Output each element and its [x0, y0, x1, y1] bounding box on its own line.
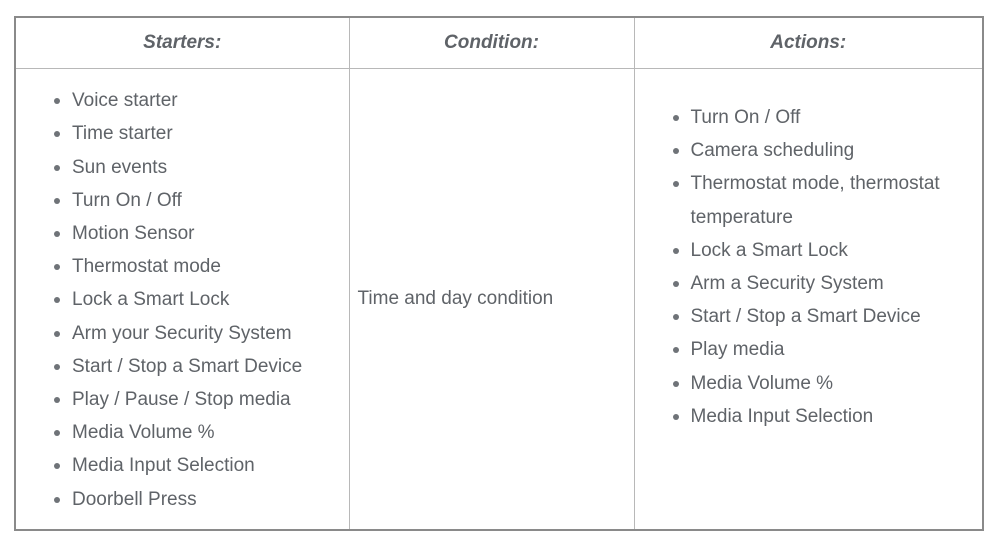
actions-list	[635, 101, 983, 497]
header-starters: Starters:	[16, 18, 349, 69]
starters-list	[16, 82, 349, 516]
list-item: Turn On / Off	[673, 101, 959, 134]
header-row	[16, 18, 982, 69]
list-item: Time starter	[54, 117, 349, 150]
list-item: Media Volume %	[54, 416, 349, 449]
list-item: Media Input Selection	[673, 400, 959, 433]
content-row	[16, 69, 982, 530]
list-item: Turn On / Off	[54, 184, 349, 217]
condition-cell	[349, 69, 634, 530]
automation-table-frame	[14, 16, 984, 531]
automation-table	[16, 18, 982, 529]
actions-cell	[634, 69, 982, 530]
header-actions: Actions:	[634, 18, 982, 69]
list-item: Media Volume %	[673, 367, 959, 400]
list-item: Lock a Smart Lock	[54, 283, 349, 316]
list-item: Media Input Selection	[54, 449, 349, 482]
list-item: Sun events	[54, 151, 349, 184]
list-item: Lock a Smart Lock	[673, 234, 959, 267]
starters-cell	[16, 69, 349, 530]
list-item: Play / Pause / Stop media	[54, 383, 349, 416]
list-item: Thermostat mode, thermostat temperature	[673, 167, 959, 233]
list-item: Play media	[673, 333, 959, 366]
list-item: Start / Stop a Smart Device	[673, 300, 959, 333]
list-item: Motion Sensor	[54, 217, 349, 250]
header-condition: Condition:	[349, 18, 634, 69]
condition-text: Time and day condition	[357, 288, 554, 309]
list-item: Voice starter	[54, 84, 349, 117]
list-item: Camera scheduling	[673, 134, 959, 167]
list-item: Thermostat mode	[54, 250, 349, 283]
list-item: Start / Stop a Smart Device	[54, 350, 349, 383]
list-item: Arm your Security System	[54, 317, 349, 350]
list-item: Arm a Security System	[673, 267, 959, 300]
list-item: Doorbell Press	[54, 483, 349, 516]
